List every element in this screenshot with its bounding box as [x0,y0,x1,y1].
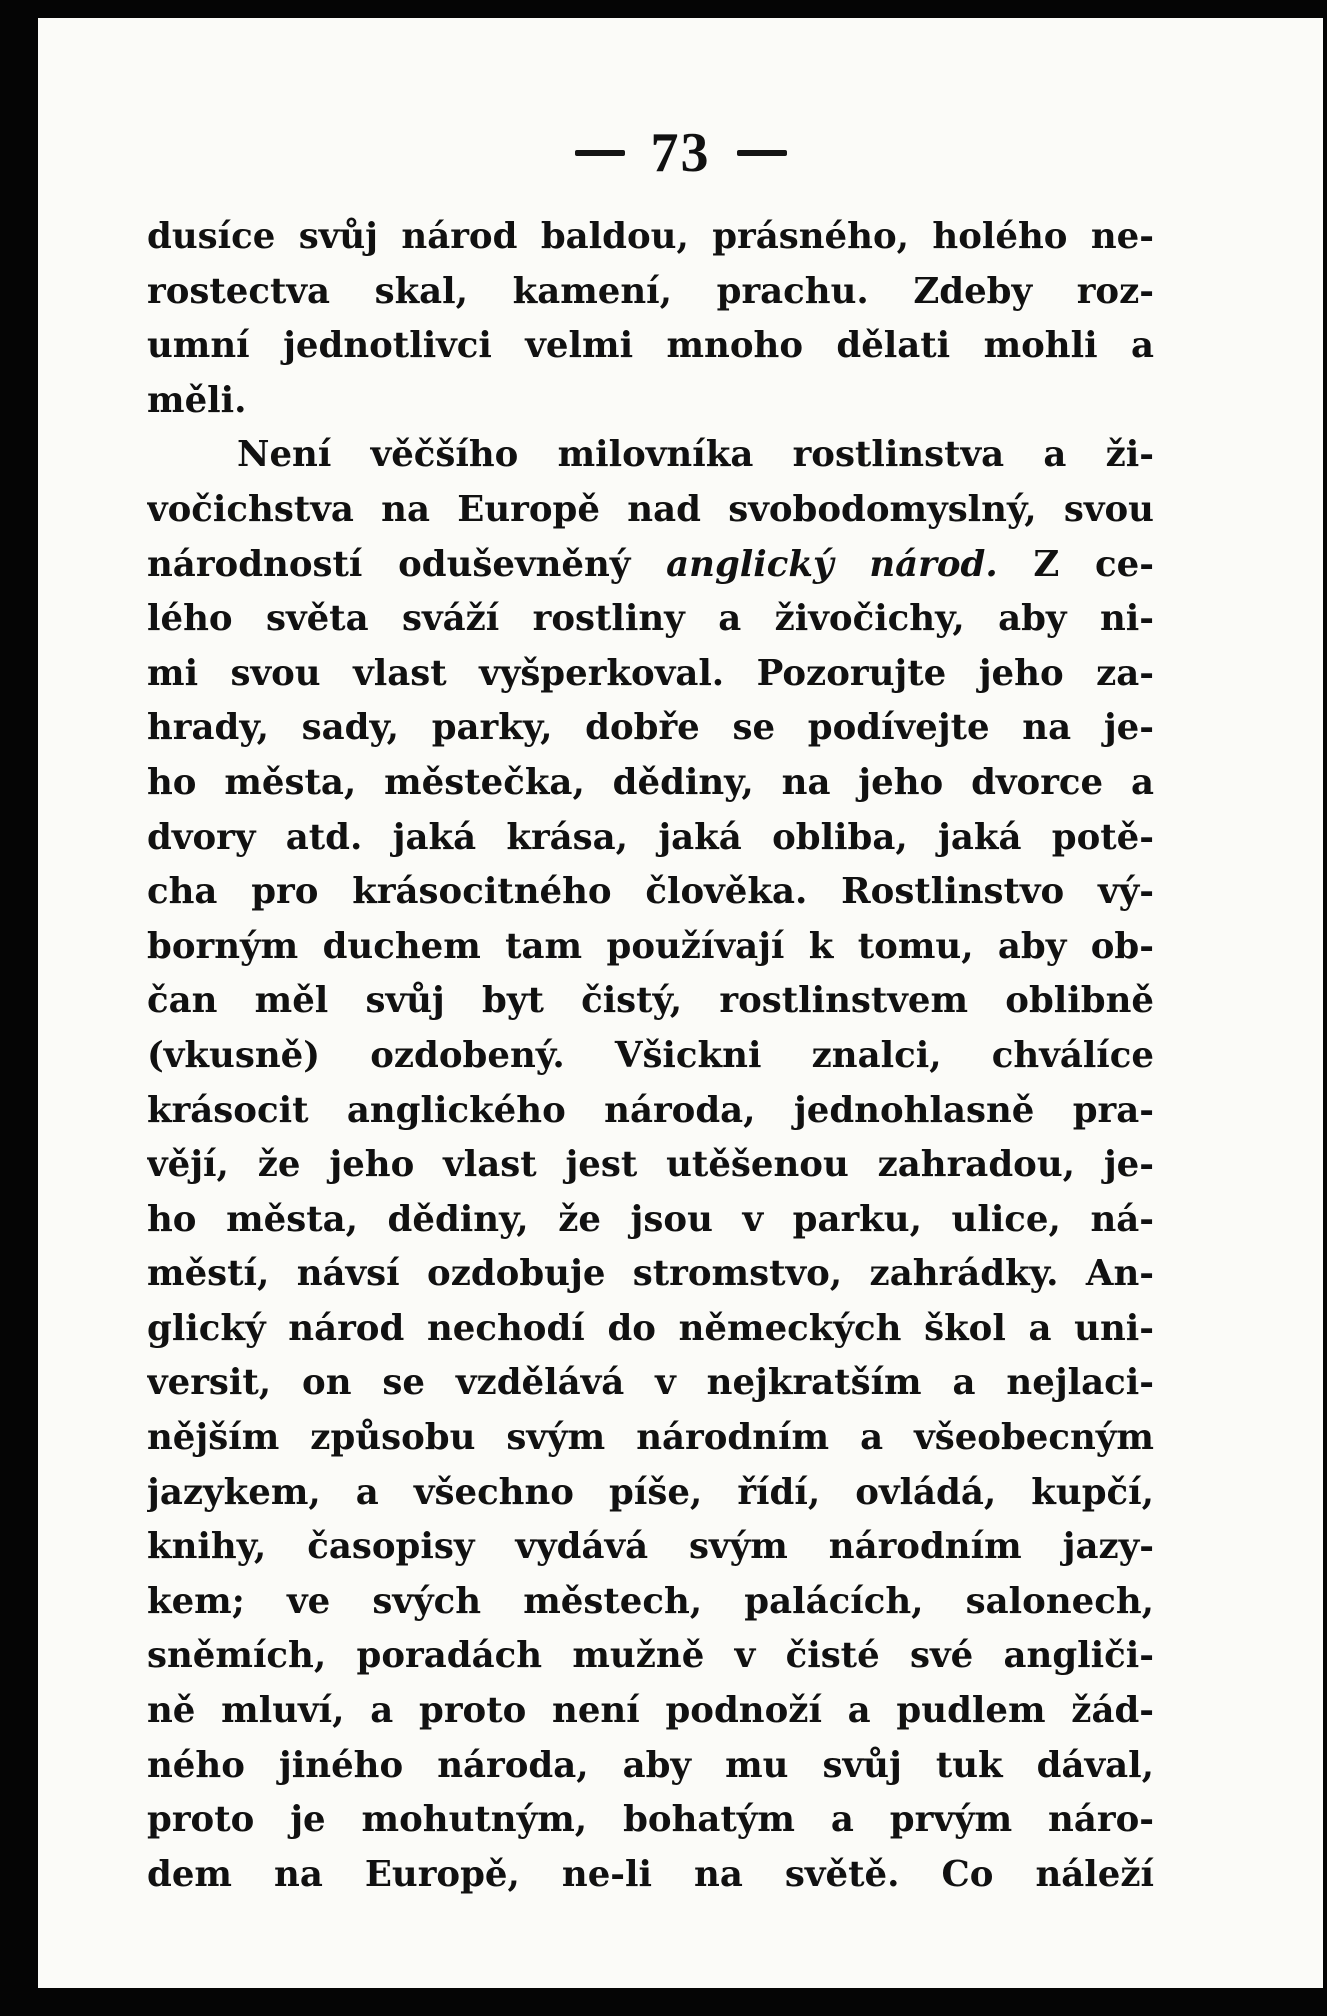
text-line: dusíce svůj národ baldou, prásného, holého ne- [147,216,1154,257]
text-line: proto je mohutným, bohatým a prvým náro- [147,1799,1154,1841]
text-line: lého světa sváží rostliny a živočichy, aby ni- [147,598,1154,640]
text-line: cha pro krásocitného člověka. Rostlinstvo vý- [147,871,1154,913]
text-line: mi svou vlast vyšperkoval. Pozorujte jeho za- [147,652,1154,694]
text-line: versit, on se vzdělává v nejkratším a nejlaci- [147,1362,1154,1404]
text-line: měli. [147,379,247,421]
header-dash-left [575,150,625,156]
text-line: vějí, že jeho vlast jest utěšenou zahradou, je- [147,1144,1154,1186]
text-line: jazykem, a všechno píše, řídí, ovládá, kupčí, [147,1471,1154,1513]
italic-phrase: anglický národ. [666,543,998,585]
text-line: ně mluví, a proto není podnoží a pudlem žád- [147,1690,1154,1732]
text-line: ného jiného národa, aby mu svůj tuk dával, [147,1744,1154,1786]
text-line: kem; ve svých městech, palácích, salonech, [147,1580,1154,1622]
text-line: knihy, časopisy vydává svým národním jazy- [147,1526,1154,1568]
body-text [147,210,1154,1902]
text-line: vočichstva na Europě nad svobodomyslný, svou [147,488,1154,530]
text-line: čan měl svůj byt čistý, rostlinstvem oblibně [147,980,1154,1022]
text-line: hrady, sady, parky, dobře se podívejte na je- [147,707,1154,749]
text-segment: národností oduševněný [147,543,667,585]
text-line-with-italic [147,538,1154,593]
text-line: Není věčšího milovníka rostlinstva a ži- [237,434,1154,476]
text-line: sněmích, poradách mužně v čisté své angliči- [147,1635,1154,1677]
text-line: (vkusně) ozdobený. Všickni znalci, chválíce [147,1034,1154,1076]
text-line: dvory atd. jaká krása, jaká obliba, jaká potě- [147,816,1154,858]
text-line: glický národ nechodí do německých škol a uni- [147,1307,1154,1349]
text-line: umní jednotlivci velmi mnoho dělati mohli a [147,325,1154,367]
page-header [38,108,1323,198]
text-line: krásocit anglického národa, jednohlasně pra- [147,1089,1154,1131]
text-line: ho města, dědiny, že jsou v parku, ulice, ná- [147,1198,1154,1240]
header-dash-right [737,150,787,156]
text-line: ho města, městečka, dědiny, na jeho dvorce a [147,761,1154,803]
text-line: městí, návsí ozdobuje stromstvo, zahrádky. An- [147,1253,1154,1295]
page-number: 73 [650,122,711,184]
text-line: borným duchem tam používají k tomu, aby ob- [147,925,1154,967]
text-line: rostectva skal, kamení, prachu. Zdeby roz- [147,270,1154,312]
text-segment: Z ce- [997,543,1154,585]
text-line: dem na Europě, ne-li na světě. Co náleží [147,1853,1154,1895]
text-line: nějším způsobu svým národním a všeobecným [147,1417,1154,1459]
